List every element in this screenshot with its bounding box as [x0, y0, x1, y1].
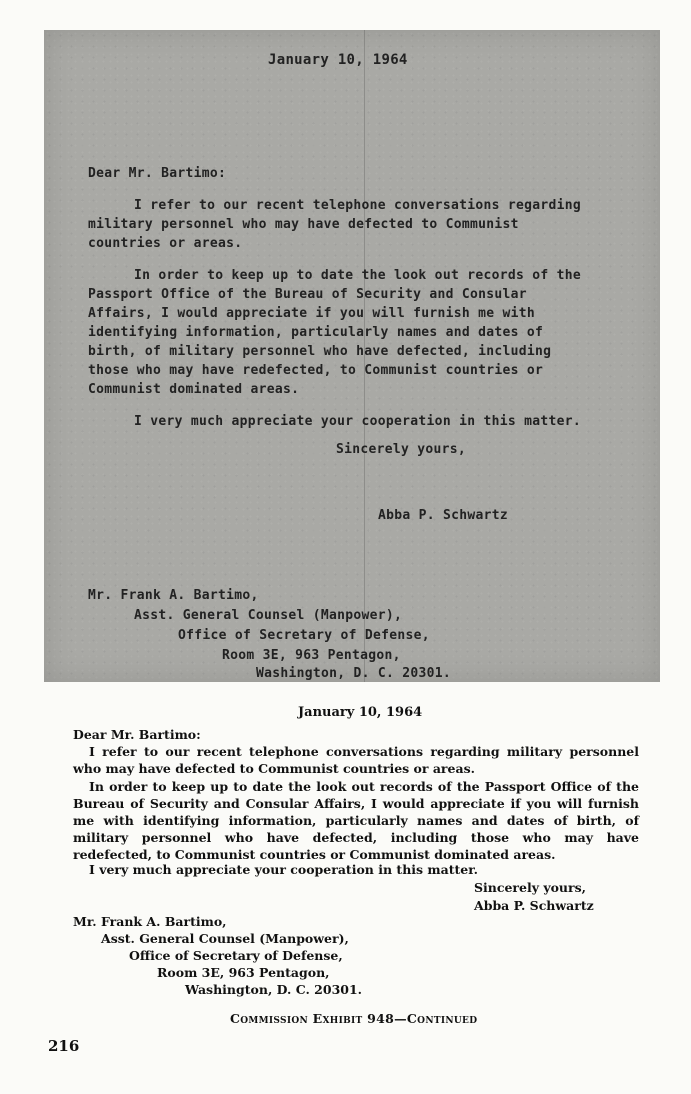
scan-para3: I very much appreciate your cooperation in this matter. — [134, 414, 581, 429]
transcript-address-line1: Mr. Frank A. Bartimo, — [73, 914, 227, 929]
exhibit-caption: Commission Exhibit 948—Continued — [230, 1011, 478, 1026]
scan-para2-line2: Passport Office of the Bureau of Security and Consular — [88, 287, 527, 302]
scan-para2-line5: birth, of military personnel who have defected, including — [88, 344, 552, 359]
page-number: 216 — [48, 1037, 80, 1055]
scan-para1-line3: countries or areas. — [88, 236, 243, 251]
transcript-signature: Abba P. Schwartz — [474, 898, 594, 913]
transcript-date: January 10, 1964 — [298, 705, 423, 720]
transcript-salutation: Dear Mr. Bartimo: — [73, 727, 201, 742]
scan-para2-line3: Affairs, I would appreciate if you will furnish me with — [88, 306, 535, 321]
transcript-para3-text: I very much appreciate your cooperation in this matter. — [89, 862, 479, 877]
transcript-address-line2: Asst. General Counsel (Manpower), — [101, 931, 349, 946]
scan-para2-line1: In order to keep up to date the look out records of the — [134, 268, 581, 283]
transcript-address-line4: Room 3E, 963 Pentagon, — [157, 965, 330, 980]
transcript-address-line3: Office of Secretary of Defense, — [129, 948, 343, 963]
transcript-para1-text: I refer to our recent telephone conversations regarding military personnel who may have defected to Communist countries or areas. — [73, 744, 639, 776]
scan-para1-line1: I refer to our recent telephone conversations regarding — [134, 198, 581, 213]
scan-address-line2: Asst. General Counsel (Manpower), — [134, 608, 403, 623]
scanned-letter-image — [44, 30, 660, 682]
scan-address-line4: Room 3E, 963 Pentagon, — [222, 648, 401, 663]
scan-closing: Sincerely yours, — [336, 442, 467, 457]
transcript-para2-text: In order to keep up to date the look out records of the Passport Office of the Bureau of Security and Consular Affairs, I would appreciate if you will furnish me with identifying information, particularly names and dates of birth, of military personnel who have defected, including those who may have redefected, to Communist countries or Communist dominated areas. — [73, 779, 639, 862]
transcript-para1 — [73, 743, 639, 777]
transcript-address-line5: Washington, D. C. 20301. — [185, 982, 363, 997]
scan-para1-line2: military personnel who may have defected to Communist — [88, 217, 519, 232]
scan-address-line5: Washington, D. C. 20301. — [256, 666, 452, 681]
scan-address-line3: Office of Secretary of Defense, — [178, 628, 430, 643]
scan-salutation: Dear Mr. Bartimo: — [88, 166, 227, 181]
scan-address-line1: Mr. Frank A. Bartimo, — [88, 588, 259, 603]
transcript-closing: Sincerely yours, — [474, 880, 586, 895]
scan-para2-line7: Communist dominated areas. — [88, 382, 300, 397]
transcript-para3 — [73, 861, 639, 878]
scan-para2-line6: those who may have redefected, to Communist countries or — [88, 363, 544, 378]
transcript-para2 — [73, 778, 639, 863]
scan-para2-line4: identifying information, particularly names and dates of — [88, 325, 544, 340]
scan-date: January 10, 1964 — [268, 52, 408, 68]
scan-signature: Abba P. Schwartz — [378, 508, 509, 523]
